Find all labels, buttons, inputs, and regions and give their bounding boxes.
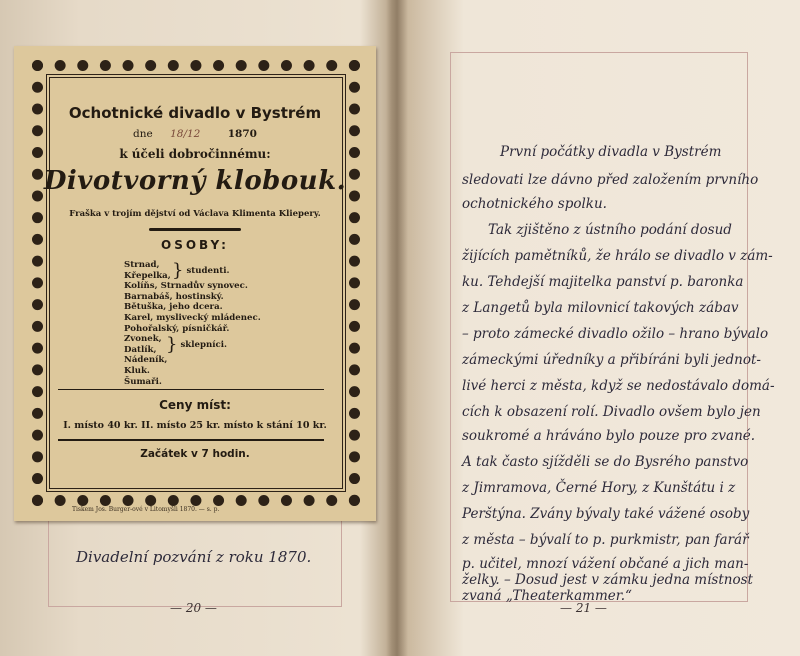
handwritten-line: z města – bývalí to p. purkmistr, pan farář [462,532,749,548]
rule-bottom [58,439,324,441]
poster-purpose: k účeli dobročinnému: [119,147,271,161]
cast-entry: Nádeník, [124,355,168,366]
book-spine [386,0,408,656]
poster-title: Ochotnické divadlo v Bystrém [68,104,322,122]
prices-heading: Ceny míst: [159,398,231,412]
handwritten-line: cích k obsazení rolí. Divadlo ovšem bylo jen [462,404,761,420]
play-subtitle: Fraška v trojím dějství od Václava Klimenta Kliepery. [69,209,321,219]
cast-heading: OSOBY: [161,238,229,252]
handwritten-line: ku. Tehdejší majitelka panství p. baronka [462,274,744,290]
cast-entry: Křepelka, [124,270,171,281]
poster-year: 1870 [227,128,257,140]
cast-entry: Kluk. [124,365,150,376]
handwritten-line: zvaná „Theaterkammer.“ [462,588,632,604]
handwritten-line: p. učitel, mnozí vážení občané a jich man- [462,556,749,572]
handwritten-line: želky. – Dosud jest v zámku jedna místnost [462,572,753,588]
right-page-number: — 21 — [560,601,607,615]
cast-entry: Barnabáš, hostinský. [124,291,224,302]
cast-entry: Datlík, [124,344,157,355]
handwritten-line: sledovati lze dávno před založením prvního [462,172,759,188]
date-prefix: dne [133,128,153,140]
rule-top [58,389,324,390]
cast-entry: Karel, myslivecký mládenec. [124,312,261,323]
cast-entry: Šumaři. [124,376,162,387]
handwritten-line: z Jimramova, Černé Hory, z Kunštátu i z [462,480,736,496]
handwritten-line: zámeckými úředníky a přibíráni byli jednot- [462,352,761,368]
handwritten-line: Perštýna. Zvány bývaly také vážené osoby [462,506,750,522]
start-time: Začátek v 7 hodin. [140,448,250,460]
printer-imprint: Tiskem Jos. Burger-ové v Litomyšli 1870. — s. p. [72,506,220,513]
handwritten-line: ochotnického spolku. [462,196,607,212]
handwritten-line: soukromé a hráváno bylo pouze pro zvané. [462,428,756,444]
cast-entry: Strnad, [124,260,160,270]
handwritten-line: z Langetů byla milovnicí takových zábav [462,300,739,316]
ornament-divider [149,228,241,231]
handwritten-line: Tak zjištěno z ústního podání dosud [488,222,732,238]
handwritten-line: První počátky divadla v Bystrém [500,144,722,160]
play-title: Divotvorný klobouk. [43,166,347,196]
cast-entry: Bětuška, jeho dcera. [124,302,223,313]
brace-cellarmen: } sklepníci. [166,334,227,355]
handwritten-line: žijících pamětníků, že hrálo se divadlo v zám- [462,248,773,264]
handwritten-line: livé herci z města, když se nedostávalo domá- [462,378,775,394]
date-handwritten: 18/12 [170,128,201,140]
theatre-poster [14,46,376,521]
handwritten-line: – proto zámecké divadlo ožilo – hrano bývalo [462,326,769,342]
cast-entry: Zvonek, [124,334,162,345]
poster-date [14,128,376,140]
left-caption: Divadelní pozvání z roku 1870. [76,548,312,566]
handwritten-line: A tak často sjížděli se do Bysrého panstvo [462,454,749,470]
brace-students: } studenti. [172,260,230,281]
cast-entry: Pohořalský, písničkář. [124,323,230,334]
cast-entry: Kolíňs, Strnadův synovec. [124,281,248,292]
left-page-number: — 20 — [170,601,217,615]
prices-line: I. místo 40 kr. II. místo 25 kr. místo k stání 10 kr. [63,420,327,431]
